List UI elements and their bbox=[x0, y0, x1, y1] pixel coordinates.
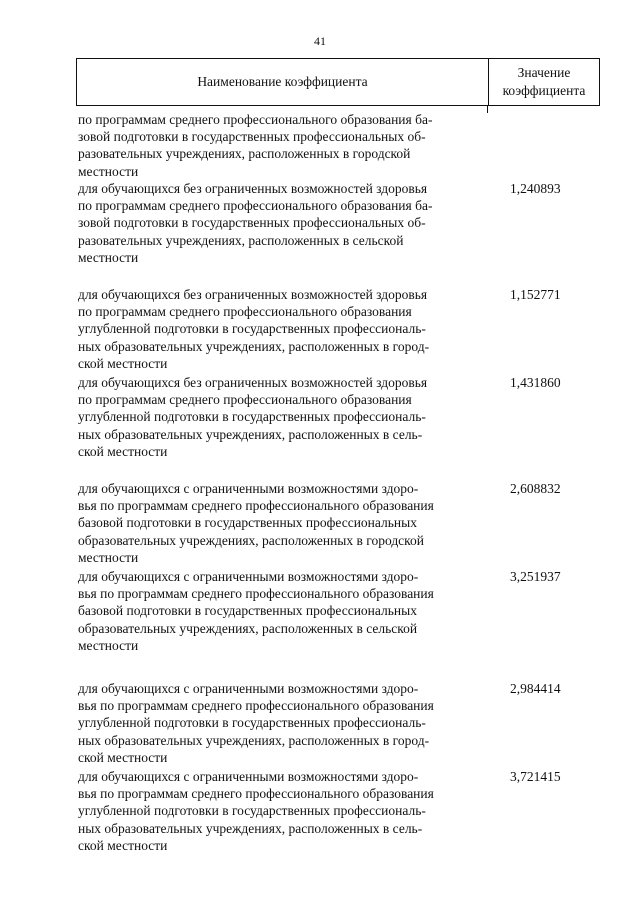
table-row bbox=[78, 680, 600, 766]
row-description: для обучающихся с ограниченными возможностями здоро- вья по программам среднего профессионального образования углубленной подготовки в государственных профессиональ- ных образовательных учреждениях, расположенных в сель- ской местности bbox=[78, 769, 434, 853]
row-description: для обучающихся с ограниченными возможностями здоро- вья по программам среднего профессионального образования базовой подготовки в государственных профессиональных образовательных учреждениях, расположенных в городской местности bbox=[78, 481, 434, 565]
header-name-column: Наименование коэффициента bbox=[197, 74, 368, 89]
row-value: 2,608832 bbox=[510, 481, 561, 496]
table-row bbox=[78, 568, 600, 654]
header-value-column bbox=[489, 59, 599, 105]
table-row bbox=[78, 180, 600, 266]
header-value-label: Значение коэффициента bbox=[502, 65, 586, 98]
table-row bbox=[78, 768, 600, 854]
row-description: для обучающихся без ограниченных возможностей здоровья по программам среднего профессионального образования углубленной подготовки в государственных профессиональ- ных образовательных учреждениях, расположенных в сель- ской местности bbox=[78, 375, 428, 459]
table-header bbox=[76, 58, 600, 106]
row-description: для обучающихся без ограниченных возможностей здоровья по программам среднего профессионального образования ба- зовой подготовки в государственных профессиональных об- разовательных учреждениях, расположенных в сельской местности bbox=[78, 181, 433, 265]
table-row bbox=[78, 480, 600, 566]
row-value: 3,251937 bbox=[510, 569, 561, 584]
row-value: 1,431860 bbox=[510, 375, 561, 390]
row-value: 3,721415 bbox=[510, 769, 561, 784]
row-description: для обучающихся с ограниченными возможностями здоро- вья по программам среднего профессионального образования базовой подготовки в государственных профессиональных образовательных учреждениях, расположенных в сельской местности bbox=[78, 569, 434, 653]
row-description: для обучающихся без ограниченных возможностей здоровья по программам среднего профессионального образования углубленной подготовки в государственных профессиональ- ных образовательных учреждениях, расположенных в город- ской местности bbox=[78, 287, 430, 371]
row-value: 1,240893 bbox=[510, 181, 561, 196]
row-value: 1,152771 bbox=[510, 287, 561, 302]
page-number: 41 bbox=[314, 34, 326, 48]
table-row bbox=[78, 374, 600, 460]
row-description: по программам среднего профессионального образования ба- зовой подготовки в государственных профессиональных об- разовательных учреждениях, расположенных в городской местности bbox=[78, 112, 433, 179]
table-row bbox=[78, 111, 600, 180]
table-row bbox=[78, 286, 600, 372]
row-description: для обучающихся с ограниченными возможностями здоро- вья по программам среднего профессионального образования углубленной подготовки в государственных профессиональ- ных образовательных учреждениях, расположенных в город- ской местности bbox=[78, 681, 434, 765]
row-value: 2,984414 bbox=[510, 681, 561, 696]
